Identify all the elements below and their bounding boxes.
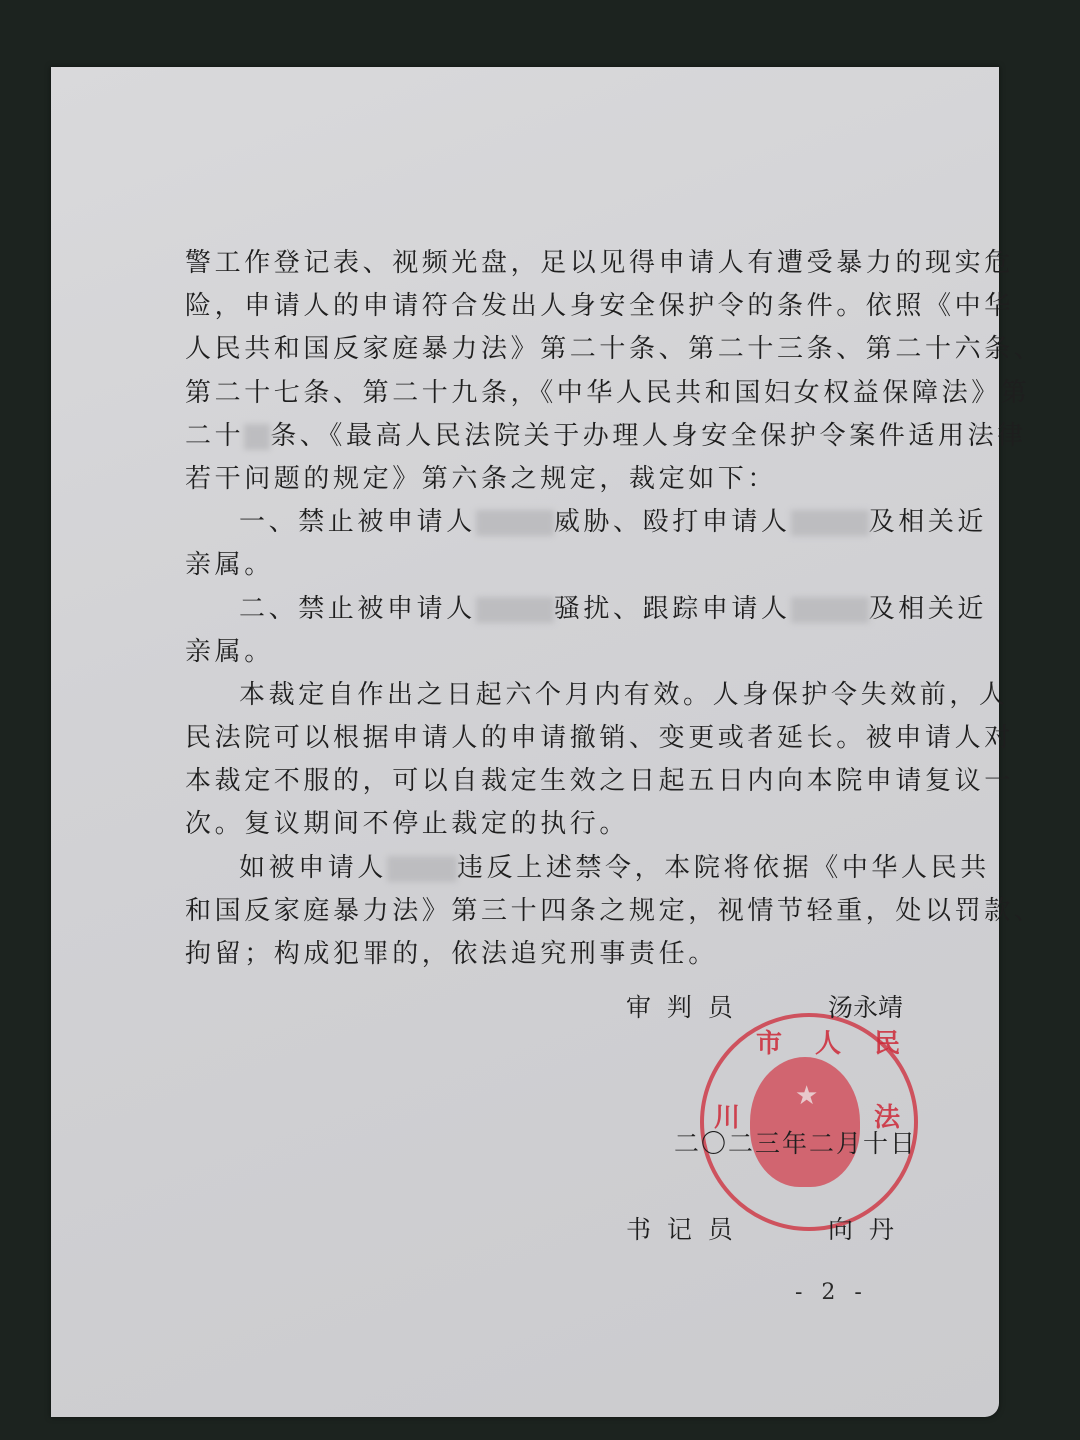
ruling-2-suffix: 及相关近 [868, 593, 988, 624]
text-line: 民法院可以根据申请人的申请撤销、变更或者延长。被申请人对 [185, 723, 1014, 754]
text-line: 次。复议期间不停止裁定的执行。 [185, 809, 630, 840]
ruling-1-suffix: 及相关近 [868, 507, 988, 538]
text-line: 人民共和国反家庭暴力法》第二十条、第二十三条、第二十六条、 [185, 334, 1044, 365]
seal-text-right: 法 [874, 1103, 901, 1133]
text-line: 和国反家庭暴力法》第三十四条之规定，视情节轻重，处以罚款、 [185, 895, 1044, 926]
judge-title: 审 判 员 [626, 993, 733, 1022]
text-line: 本裁定自作出之日起六个月内有效。人身保护令失效前，人 [239, 679, 1009, 710]
redacted-respondent-name [387, 856, 457, 882]
court-seal [700, 1013, 918, 1231]
ruling-item-1 [185, 501, 988, 544]
ruling-2-prefix: 二、禁止被申请人 [239, 593, 476, 624]
clerk-title: 书 记 员 [626, 1215, 733, 1244]
ruling-1-middle: 威胁、殴打申请人 [553, 507, 791, 538]
ruling-item-2 [185, 588, 988, 631]
text-line: 第二十七条、第二十九条，《中华人民共和国妇女权益保障法》第 [185, 377, 1031, 408]
redacted-applicant-name [791, 597, 869, 623]
redacted-respondent-name [476, 510, 554, 536]
national-emblem-icon [750, 1057, 860, 1187]
seal-text-top: 市 人 民 [756, 1029, 913, 1059]
ruling-1-prefix: 一、禁止被申请人 [239, 507, 476, 538]
ruling-2-middle: 骚扰、跟踪申请人 [553, 593, 791, 624]
text-line: 若干问题的规定》第六条之规定，裁定如下： [185, 463, 778, 494]
clerk-name: 向 丹 [828, 1215, 894, 1244]
page-number: - 2 - [795, 1280, 868, 1305]
ruling-date: 二〇二三年二月十日 [674, 1129, 918, 1158]
text-line-with-redaction [185, 415, 1027, 458]
redacted-applicant-name [791, 510, 869, 536]
document-body [185, 242, 1044, 976]
redacted-article-number [244, 424, 270, 450]
text-line: 警工作登记表、视频光盘，足以见得申请人有遭受暴力的现实危 [185, 248, 1014, 278]
text-segment: 二十 [185, 420, 245, 451]
ruling-2-continued: 亲属。 [185, 636, 274, 667]
seal-text-left: 川 [714, 1103, 741, 1133]
violation-suffix: 违反上述禁令，本院将依据《中华人民共 [457, 852, 990, 883]
text-segment: 条、《最高人民法院关于办理人身安全保护令案件适用法律 [270, 420, 1027, 451]
text-line: 拘留；构成犯罪的，依法追究刑事责任。 [185, 939, 718, 969]
redacted-respondent-name [476, 597, 554, 623]
text-line: 险，申请人的申请符合发出人身安全保护令的条件。依照《中华 [185, 291, 1014, 322]
violation-line [185, 847, 990, 890]
ruling-1-continued: 亲属。 [185, 550, 274, 581]
text-line: 本裁定不服的，可以自裁定生效之日起五日内向本院申请复议一 [185, 766, 1014, 797]
star-icon: ★ [795, 1081, 819, 1111]
judge-name: 汤永靖 [828, 993, 904, 1022]
violation-prefix: 如被申请人 [239, 852, 388, 883]
